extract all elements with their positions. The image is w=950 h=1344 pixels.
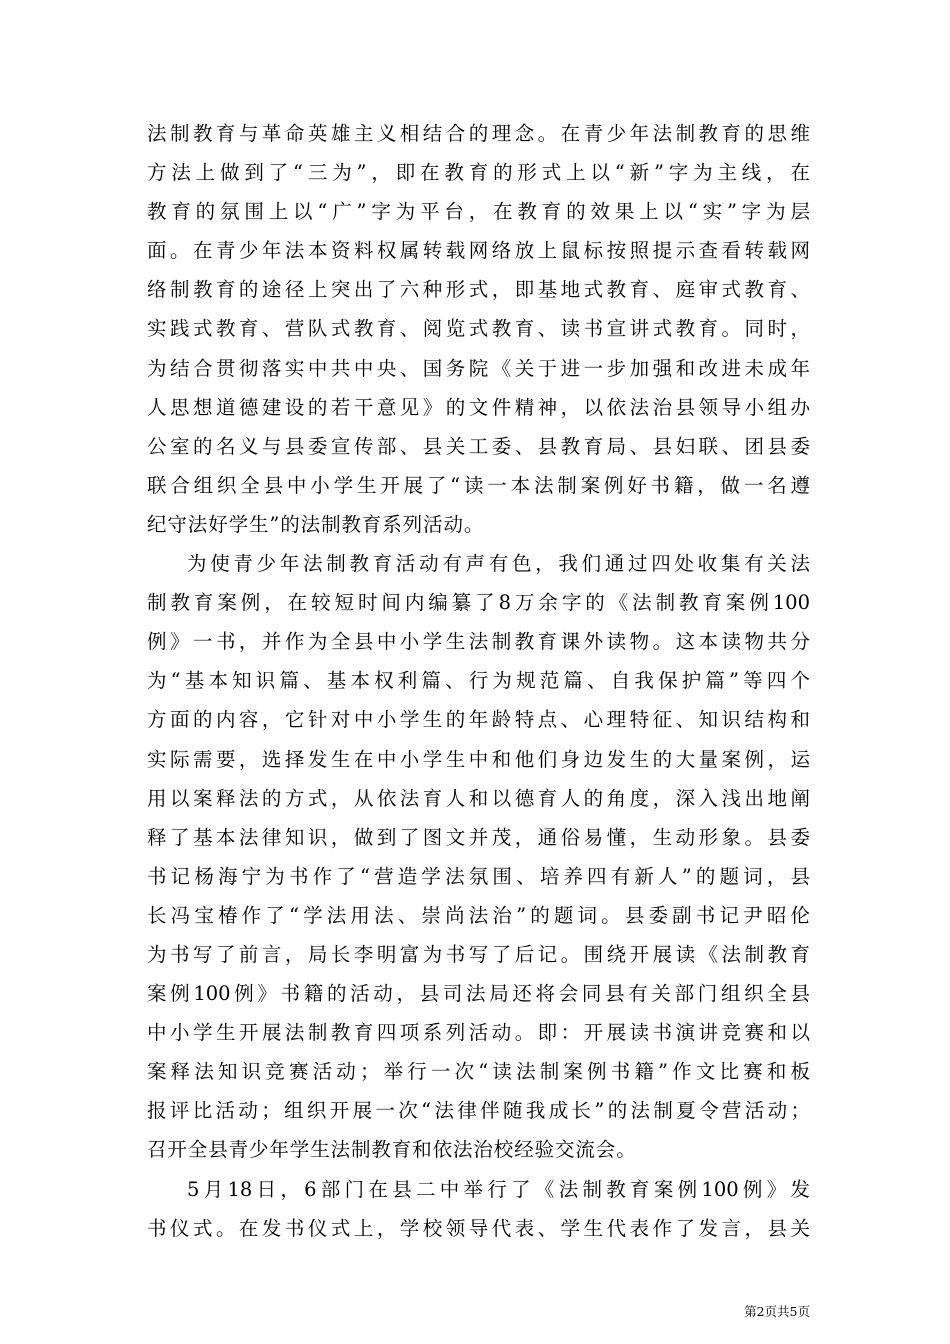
text-line: 案释法知识竞赛活动；举行一次“读法制案例书籍”作文比赛和板 [147,1060,810,1084]
text-line: 为书写了前言，局长李明富为书写了后记。围绕开展读《法制教育 [147,942,810,966]
text-line: 例》一书，并作为全县中小学生法制教育课外读物。这本读物共分 [147,630,810,654]
text-line: 报评比活动；组织开展一次“法律伴随我成长”的法制夏令营活动； [147,1099,810,1123]
text-line: 召开全县青少年学生法制教育和依法治校经验交流会。 [147,1138,637,1162]
text-line: 为结合贯彻落实中共中央、国务院《关于进一步加强和改进未成年 [147,356,810,380]
text-line: 为“基本知识篇、基本权利篇、行为规范篇、自我保护篇”等四个 [147,669,810,693]
text-line: 释了基本法律知识，做到了图文并茂，通俗易懂，生动形象。县委 [147,825,810,849]
text-line: 长冯宝椿作了“学法用法、崇尚法治”的题词。县委副书记尹昭伦 [147,903,810,927]
text-line: 教育的氛围上以“广”字为平台，在教育的效果上以“实”字为层 [147,200,810,224]
text-line: 实践式教育、营队式教育、阅览式教育、读书宣讲式教育。同时， [147,317,810,341]
text-line: 案例100例》书籍的活动，县司法局还将会同县有关部门组织全县 [147,982,810,1006]
text-line: 纪守法好学生”的法制教育系列活动。 [147,512,485,536]
text-line: 5月18日，6部门在县二中举行了《法制教育案例100例》发 [187,1177,810,1201]
text-line: 联合组织全县中小学生开展了“读一本法制案例好书籍，做一名遵 [147,473,810,497]
text-line: 实际需要，选择发生在中小学生中和他们身边发生的大量案例，运 [147,747,810,771]
text-line: 公室的名义与县委宣传部、县关工委、县教育局、县妇联、团县委 [147,434,810,458]
text-line: 面。在青少年法本资料权属转载网络放上鼠标按照提示查看转载网 [147,239,810,263]
text-line: 用以案释法的方式，从依法育人和以德育人的角度，深入浅出地阐 [147,786,810,810]
text-line: 法制教育与革命英雄主义相结合的理念。在青少年法制教育的思维 [147,122,810,145]
text-line: 方法上做到了“三为”，即在教育的形式上以“新”字为主线，在 [147,161,810,185]
text-line: 络制教育的途径上突出了六种形式，即基地式教育、庭审式教育、 [147,278,810,302]
text-line: 为使青少年法制教育活动有声有色，我们通过四处收集有关法 [187,552,810,576]
text-line: 书记杨海宁为书作了“营造学法氛围、培养四有新人”的题词，县 [147,864,810,888]
text-line: 书仪式。在发书仪式上，学校领导代表、学生代表作了发言，县关 [147,1216,810,1240]
text-line: 制教育案例，在较短时间内编纂了8万余字的《法制教育案例100 [147,591,810,615]
text-line: 中小学生开展法制教育四项系列活动。即：开展读书演讲竞赛和以 [147,1021,810,1045]
text-line: 方面的内容，它针对中小学生的年龄特点、心理特征、知识结构和 [147,708,810,732]
text-line: 人思想道德建设的若干意见》的文件精神，以依法治县领导小组办 [147,395,810,419]
page-number: 第2页共5页 [744,1304,810,1319]
document-body [147,114,810,1248]
